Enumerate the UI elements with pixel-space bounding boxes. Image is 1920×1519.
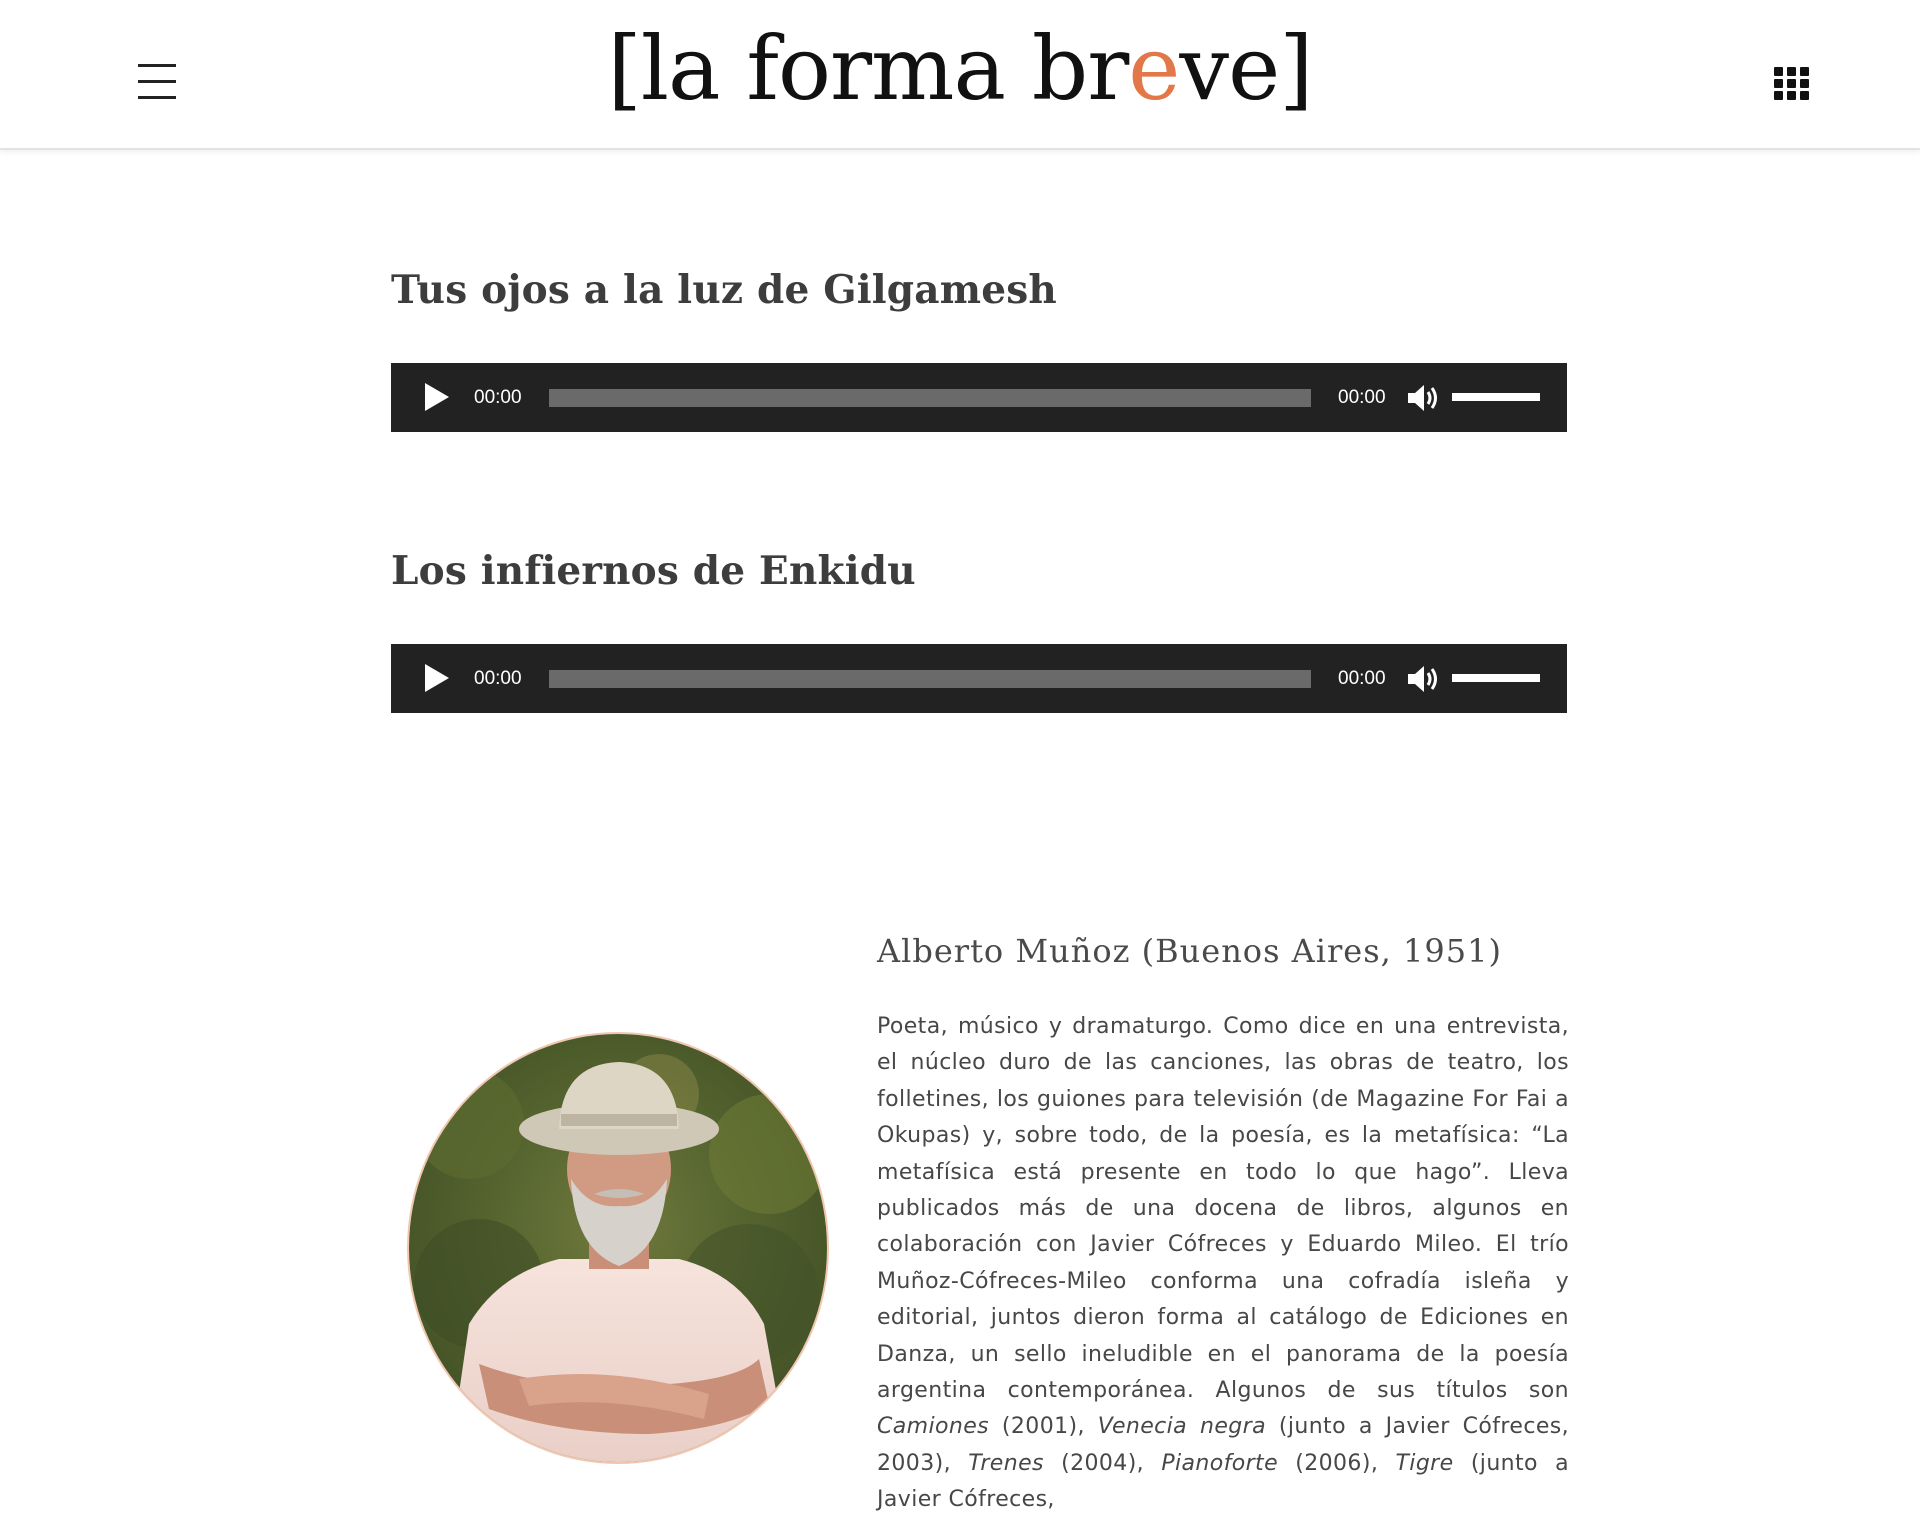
- volume-icon[interactable]: [1406, 663, 1440, 695]
- bio-text: (junto a Javier Cófreces, 2003),: [877, 1414, 1570, 1476]
- current-time: 00:00: [474, 387, 522, 408]
- grid-apps-icon[interactable]: [1774, 67, 1809, 101]
- author-photo: [409, 1034, 827, 1462]
- bio-text: (2006),: [1278, 1450, 1396, 1476]
- progress-rail[interactable]: [549, 389, 1311, 407]
- bio-book-title: Pianoforte: [1161, 1450, 1279, 1476]
- bio-book-title: Trenes: [968, 1450, 1044, 1476]
- progress-rail[interactable]: [549, 670, 1311, 688]
- volume-icon[interactable]: [1406, 382, 1440, 414]
- audio-player: [391, 644, 1567, 713]
- site-logo[interactable]: [0, 14, 1920, 124]
- logo-text-start: [la forma br: [607, 17, 1129, 120]
- site-header: [0, 0, 1920, 150]
- author-name: Alberto Muñoz (Buenos Aires, 1951): [877, 932, 1502, 970]
- author-bio: [877, 1009, 1569, 1519]
- audio-player: [391, 363, 1567, 432]
- bio-book-title: Tigre: [1395, 1450, 1454, 1476]
- volume-slider[interactable]: [1452, 674, 1540, 682]
- current-time: 00:00: [474, 668, 522, 689]
- logo-text-end: ve]: [1179, 17, 1313, 120]
- track-title: Tus ojos a la luz de Gilgamesh: [391, 267, 1057, 313]
- duration-time: 00:00: [1338, 668, 1386, 689]
- play-icon[interactable]: [425, 664, 449, 692]
- logo-accent-letter: e: [1128, 17, 1180, 120]
- bio-text: Poeta, músico y dramaturgo. Como dice en una entrevista, el núcleo duro de las canciones, las obras de teatro, los folletines, los guiones para televisión (de Magazine For Fai a Okupas) y, sobre todo, de la poesía, es la metafísica: “La metafísica está presente en todo lo que hago”. Lleva publicados más de una docena de libros, algunos en colaboración con Javier Cófreces y Eduardo Mileo. El trío Muñoz-Cófreces-Mileo conforma una cofradía isleña y editorial, juntos dieron forma al catálogo de Ediciones en Danza, un sello ineludible en el panorama de la poesía argentina contemporánea. Algunos de sus títulos son: [877, 1014, 1569, 1404]
- bio-text: (junto a Javier Cófreces,: [877, 1450, 1570, 1513]
- bio-book-title: Camiones: [877, 1414, 989, 1440]
- duration-time: 00:00: [1338, 387, 1386, 408]
- bio-book-title: Venecia negra: [1097, 1414, 1266, 1440]
- author-portrait-image: [409, 1034, 827, 1462]
- track-title: Los infiernos de Enkidu: [391, 548, 916, 594]
- play-icon[interactable]: [425, 383, 449, 411]
- bio-text: (2004),: [1043, 1450, 1162, 1476]
- volume-slider[interactable]: [1452, 393, 1540, 401]
- bio-text: (2001),: [989, 1414, 1098, 1440]
